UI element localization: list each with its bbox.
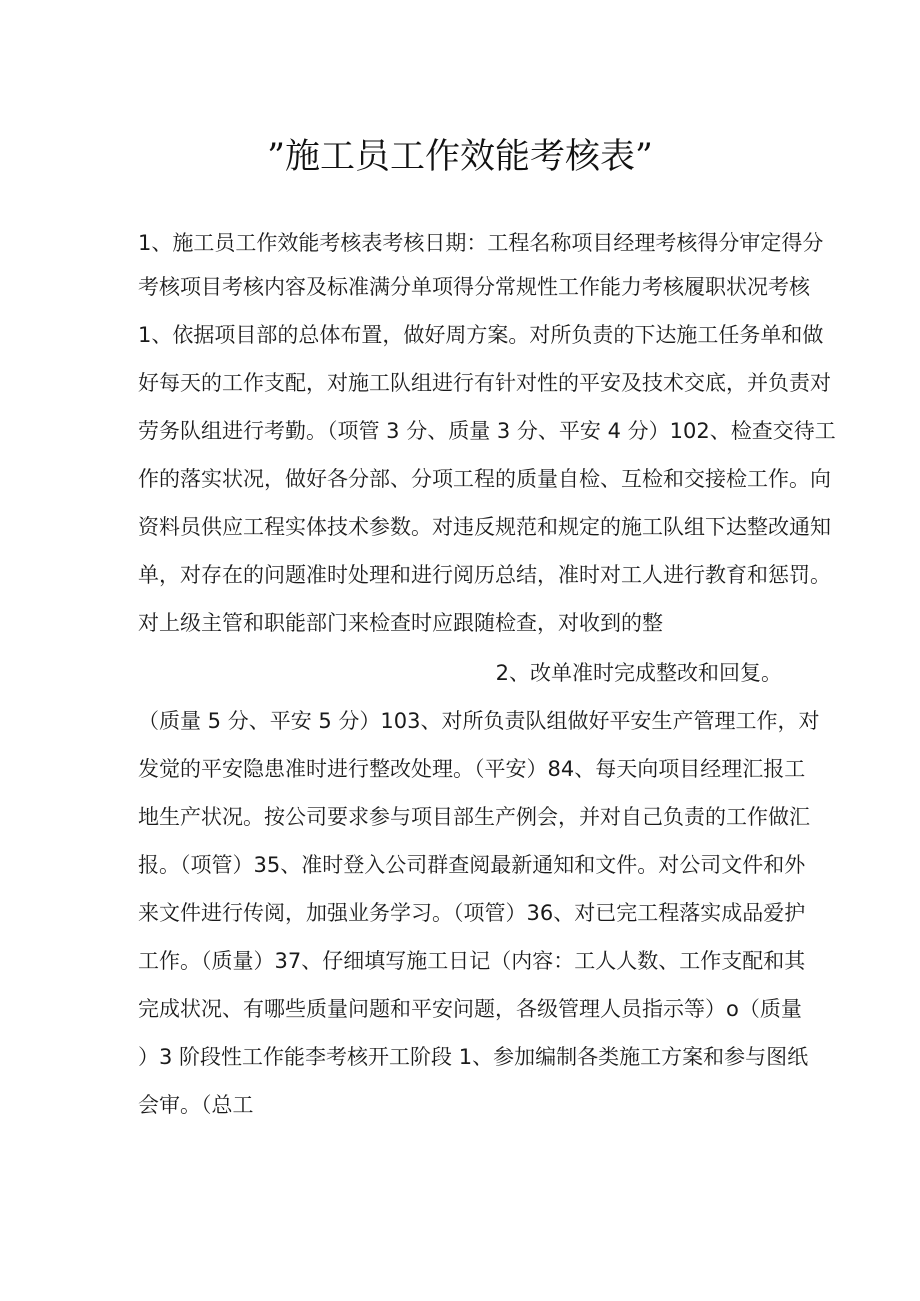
text-line-10: 2、改单准时完成整改和回复。 bbox=[495, 661, 782, 685]
text-line-14: 报。（项管）35、准时登入公司群查阅最新通知和文件。对公司文件和外 bbox=[138, 853, 806, 877]
text-line-7: 资料员供应工程实体技术参数。对违反规范和规定的施工队组下达整改通知 bbox=[138, 515, 831, 539]
text-line-16: 工作。（质量）37、仔细填写施工日记（内容：工人人数、工作支配和其 bbox=[138, 949, 806, 973]
text-line-18: ）3 阶段性工作能李考核开工阶段 1、参加编制各类施工方案和参与图纸 bbox=[138, 1045, 809, 1069]
document-title: ”施工员工作效能考核表” bbox=[267, 137, 653, 177]
text-line-6: 作的落实状况，做好各分部、分项工程的质量自检、互检和交接检工作。向 bbox=[138, 467, 831, 491]
text-line-9: 对上级主管和职能部门来检查时应跟随检查，对收到的整 bbox=[138, 611, 663, 635]
text-line-3: 1、依据项目部的总体布置，做好周方案。对所负责的下达施工任务单和做 bbox=[138, 323, 824, 347]
text-line-1: 1、施工员工作效能考核表考核日期：工程名称项目经理考核得分审定得分 bbox=[138, 231, 824, 255]
text-line-8: 单，对存在的问题准时处理和进行阅历总结，准时对工人进行教育和惩罚。 bbox=[138, 563, 831, 587]
text-line-13: 地生产状况。按公司要求参与项目部生产例会，并对自己负责的工作做汇 bbox=[138, 805, 810, 829]
text-line-15: 来文件进行传阅，加强业务学习。（项管）36、对已完工程落实成品爱护 bbox=[138, 901, 806, 925]
text-line-11: （质量 5 分、平安 5 分）103、对所负责队组做好平安生产管理工作，对 bbox=[138, 709, 820, 733]
text-line-2: 考核项目考核内容及标准满分单项得分常规性工作能力考核履职状况考核 bbox=[138, 275, 810, 299]
text-line-4: 好每天的工作支配，对施工队组进行有针对性的平安及技术交底，并负责对 bbox=[138, 371, 831, 395]
text-line-12: 发觉的平安隐患准时进行整改处理。（平安）84、每天向项目经理汇报工 bbox=[138, 757, 806, 781]
text-line-17: 完成状况、有哪些质量问题和平安问题，各级管理人员指示等）o（质量 bbox=[138, 997, 802, 1021]
text-line-5: 劳务队组进行考勤。（项管 3 分、质量 3 分、平安 4 分）102、检查交待工 bbox=[138, 419, 836, 443]
text-line-19: 会审。（总工 bbox=[138, 1093, 254, 1117]
